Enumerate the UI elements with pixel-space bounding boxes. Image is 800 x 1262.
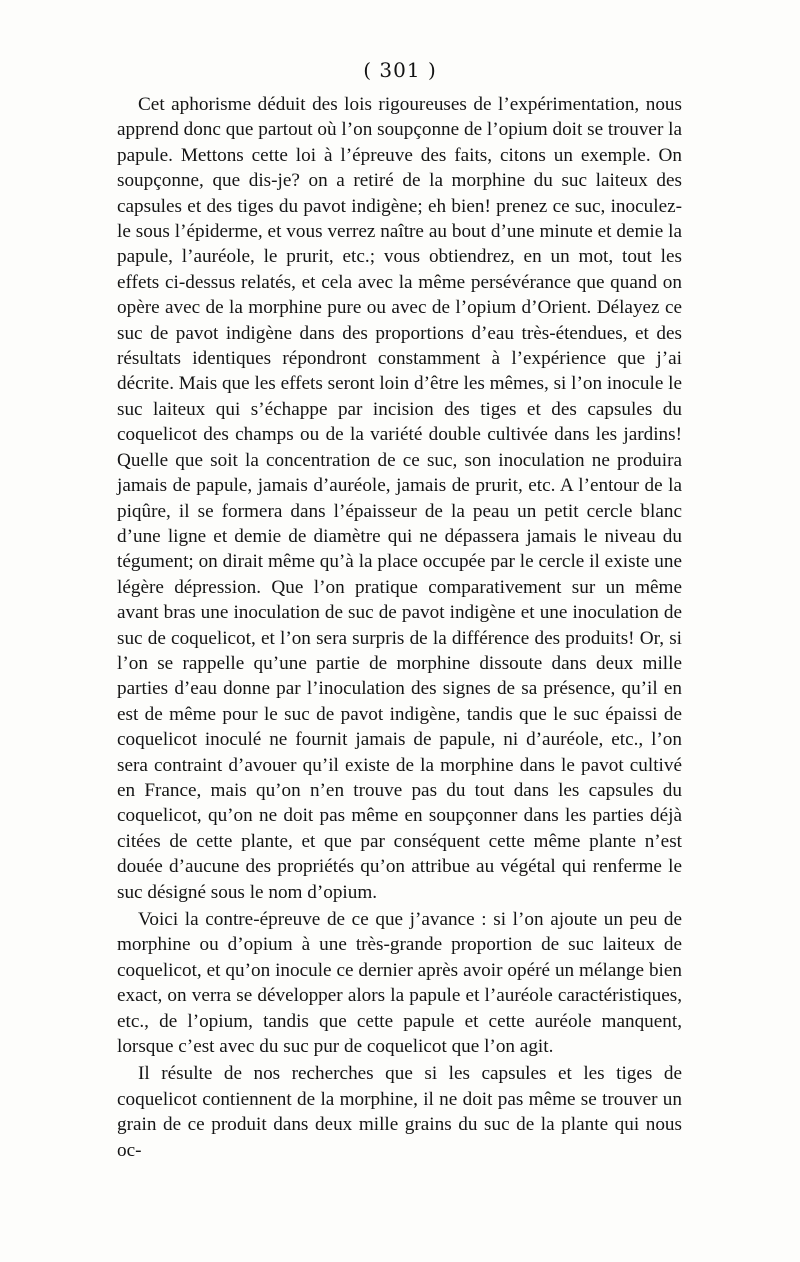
paragraph-1: Cet aphorisme déduit des lois rigoureuses de l’expérimentation, nous apprend donc que partout où l’on soupçonne de l’opium doit se trouver la papule. Mettons cette loi à l’épreuve des faits, citons un exemple. On soupçonne, que dis-je? on a retiré de la morphine du suc laiteux des capsules et des tiges du pavot indigène; eh bien! prenez ce suc, inoculez-le sous l’épiderme, et vous verrez naître au bout d’une minute et demie la papule, l’auréole, le prurit, etc.; vous obtiendrez, en un mot, tout les effets ci-dessus relatés, et cela avec la même persévérance que quand on opère avec de la morphine pure ou avec de l’opium d’Orient. Délayez ce suc de pavot indigène dans des proportions d’eau très-étendues, et des résultats identiques répondront constamment à l’expérience que j’ai décrite. Mais que les effets seront loin d’être les mêmes, si l’on inocule le suc laiteux qui s’échappe par incision des tiges et des capsules du coquelicot des champs ou de la variété double cultivée dans les jardins! Quelle que soit la concentration de ce suc, son inoculation ne produira jamais de papule, jamais d’auréole, jamais de prurit, etc. A l’entour de la piqûre, il se formera dans l’épaisseur de la peau un petit cercle blanc d’une ligne et demie de diamètre qui ne dépassera jamais le niveau du tégument; on dirait même qu’à la place occupée par le cercle il existe une légère dépression. Que l’on pratique comparativement sur un même avant bras une inoculation de suc de pavot indigène et une inoculation de suc de coquelicot, et l’on sera surpris de la différence des produits! Or, si l’on se rappelle qu’une partie de morphine dissoute dans deux mille parties d’eau donne par l’inoculation des signes de sa présence, qu’il en est de même pour le suc de pavot indigène, tandis que le suc épaissi de coquelicot inoculé ne fournit jamais de papule, ni d’auréole, etc., l’on sera contraint d’avouer qu’il existe de la morphine dans le pavot cultivé en France, mais qu’on n’en trouve pas du tout dans les capsules du coquelicot, qu’on ne doit pas même en soupçonner dans les parties déjà citées de cette plante, et que par conséquent cette même plante n’est douée d’aucune des propriétés qu’on attribue au végétal qui renferme le suc désigné sous le nom d’opium. — [117, 94, 682, 903]
paragraph-3: Il résulte de nos recherches que si les capsules et les tiges de coquelicot contiennent de la morphine, il ne doit pas même se trouver un grain de ce produit dans deux mille grains du suc de la plante qui nous oc- — [117, 1063, 682, 1161]
paragraph-2: Voici la contre-épreuve de ce que j’avance : si l’on ajoute un peu de morphine ou d’opium à une très-grande proportion de suc laiteux de coquelicot, et qu’on inocule ce dernier après avoir opéré un mélange bien exact, on verra se développer alors la papule et l’auréole caractéristiques, etc., de l’opium, tandis que cette papule et cette auréole manquent, lorsque c’est avec du suc pur de coquelicot que l’on agit. — [117, 909, 682, 1058]
body-text — [117, 92, 682, 1163]
page-number: ( 301 ) — [363, 58, 437, 82]
